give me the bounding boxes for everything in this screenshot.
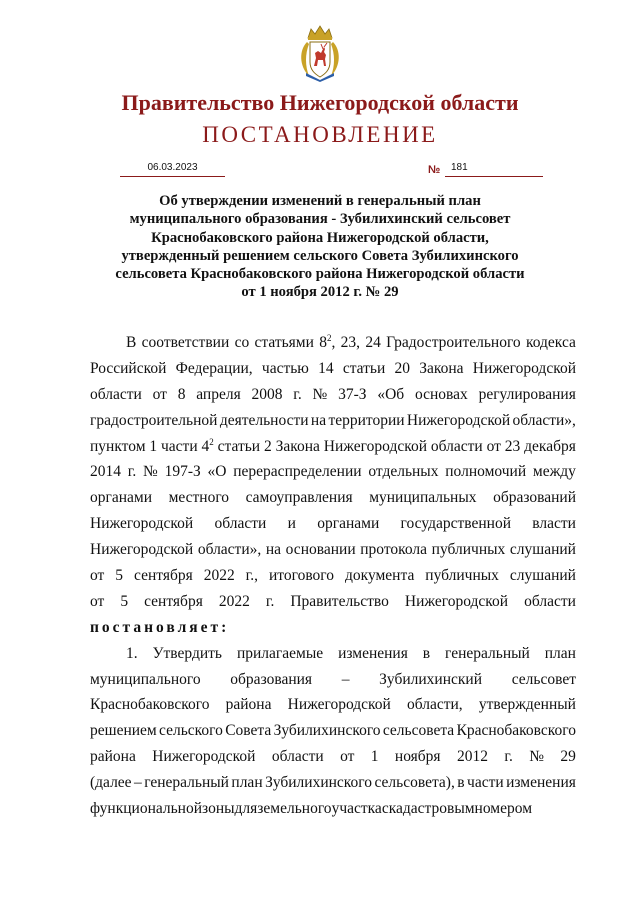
body-word: Нижегородской bbox=[287, 696, 391, 714]
title-line: сельсовета Краснобаковского района Нижегородской области bbox=[115, 266, 525, 283]
body-line bbox=[90, 563, 576, 589]
title-line: Об утверждении изменений в генеральный план bbox=[159, 193, 481, 209]
body-word: между bbox=[532, 463, 576, 481]
body-word: пунктом bbox=[90, 437, 146, 455]
body-word: сельского bbox=[159, 722, 223, 740]
body-word: для bbox=[234, 800, 258, 818]
body-word: г., bbox=[245, 567, 259, 585]
body-line bbox=[90, 434, 576, 460]
body-word: области», bbox=[512, 411, 576, 429]
body-word: 5 bbox=[120, 592, 129, 610]
body-word: муниципальных bbox=[369, 489, 477, 507]
body-word: полномочий bbox=[445, 463, 527, 481]
body-word: 1 bbox=[149, 437, 158, 455]
body-word: прилагаемые bbox=[236, 644, 324, 662]
body-word: в bbox=[422, 644, 431, 662]
body-word: перераспределении bbox=[233, 463, 362, 481]
body-word: в bbox=[457, 774, 465, 792]
body-word: деятельности bbox=[219, 411, 309, 429]
body-word: решением bbox=[90, 722, 157, 740]
body-word: 1. bbox=[126, 644, 138, 662]
body-word: Нижегородской bbox=[404, 592, 509, 610]
body-word: 5 bbox=[115, 567, 124, 585]
body-word: образований bbox=[493, 489, 576, 507]
body-word: 2012 bbox=[456, 748, 488, 766]
body-word: от bbox=[90, 592, 105, 610]
body-word: Краснобаковского bbox=[90, 696, 210, 714]
body-word: 14 bbox=[318, 359, 334, 377]
body-line bbox=[90, 459, 576, 485]
body-line bbox=[90, 744, 576, 770]
body-word: публичных bbox=[431, 541, 506, 559]
body-word: № bbox=[143, 463, 158, 481]
body-word: Зубилихинского bbox=[265, 774, 373, 792]
body-word: Нижегородской bbox=[90, 515, 194, 533]
body-word: муниципального bbox=[90, 670, 201, 688]
body-word: В bbox=[126, 334, 137, 351]
body-word: Нижегородской bbox=[406, 411, 511, 429]
body-word: документа bbox=[345, 567, 415, 585]
body-word: Нижегородской bbox=[152, 748, 256, 766]
body-word: слушаний bbox=[509, 541, 576, 559]
body-word: Нижегородской bbox=[323, 437, 427, 455]
number-underline bbox=[445, 176, 543, 177]
body-word: номером bbox=[474, 800, 532, 818]
coat-of-arms-icon bbox=[297, 24, 343, 82]
body-word: соответствии bbox=[141, 334, 230, 351]
body-word: Совета bbox=[225, 722, 272, 740]
body-word: генеральный bbox=[445, 644, 530, 662]
body-word: 1 bbox=[370, 748, 379, 766]
title-line: утвержденный решением сельского Совета Зубилихинского bbox=[121, 247, 519, 264]
body-word: итогового bbox=[269, 567, 335, 585]
body-word: самоуправления bbox=[245, 489, 353, 507]
document-date: 06.03.2023 bbox=[147, 162, 198, 173]
body-word: участка bbox=[331, 800, 382, 818]
body-word: от bbox=[340, 748, 355, 766]
document-number: 181 bbox=[451, 162, 468, 173]
body-word: основах bbox=[414, 385, 468, 403]
body-word: от bbox=[486, 437, 501, 455]
body-word: 23, bbox=[340, 334, 361, 351]
body-line bbox=[90, 667, 576, 693]
body-word: Зубилихинского bbox=[273, 722, 381, 740]
body-word: зоны bbox=[202, 800, 235, 818]
body-word: утвержденный bbox=[478, 696, 576, 714]
organization-name: Правительство Нижегородской области bbox=[121, 90, 519, 115]
body-word: сентября bbox=[144, 592, 203, 610]
body-word: со bbox=[234, 334, 250, 351]
body-word: 2022 bbox=[203, 567, 235, 585]
body-word: сентября bbox=[134, 567, 193, 585]
body-word: (далее bbox=[90, 774, 132, 792]
body-word: Зубилихинский bbox=[379, 670, 483, 688]
body-word: «Об bbox=[377, 385, 405, 403]
body-word: генеральный bbox=[144, 774, 229, 792]
body-word: функциональной bbox=[90, 800, 203, 818]
body-word: 2022 bbox=[218, 592, 250, 610]
body-word: с bbox=[381, 800, 389, 818]
body-word: части bbox=[161, 437, 198, 455]
body-word: № bbox=[529, 748, 545, 766]
body-word: местного bbox=[168, 489, 230, 507]
body-word: слушаний bbox=[509, 567, 576, 585]
body-word: Утвердить bbox=[152, 644, 222, 662]
body-word: кодекса bbox=[525, 334, 576, 351]
body-word: области bbox=[271, 748, 324, 766]
body-word: власти bbox=[532, 515, 576, 533]
body-line bbox=[90, 770, 576, 796]
body-word: г. bbox=[293, 385, 302, 403]
date-underline bbox=[120, 176, 225, 177]
body-word: Федерации, bbox=[175, 359, 253, 377]
body-word: 37-З bbox=[338, 385, 367, 403]
body-word: Краснобаковского bbox=[456, 722, 576, 740]
body-word: декабря bbox=[524, 437, 576, 455]
body-word: 20 bbox=[394, 359, 411, 377]
body-word: «О bbox=[207, 463, 227, 481]
body-word: 23 bbox=[504, 437, 521, 455]
body-word: градостроительной bbox=[90, 411, 218, 429]
body-line bbox=[90, 382, 576, 408]
body-word: основании bbox=[285, 541, 356, 559]
body-word: 197-З bbox=[164, 463, 201, 481]
body-word: $4^2$ bbox=[201, 436, 214, 455]
body-word: и bbox=[287, 515, 296, 533]
body-word: регулирования bbox=[478, 385, 576, 403]
body-word: Нижегородской bbox=[90, 541, 194, 559]
body-word: статьями bbox=[254, 334, 314, 351]
body-word: Градостроительного bbox=[386, 334, 521, 351]
body-word: Закона bbox=[275, 437, 320, 455]
body-word: изменения bbox=[506, 774, 576, 792]
body-word: сельсовет bbox=[511, 670, 576, 688]
body-word: земельного bbox=[257, 800, 332, 818]
body-word: г. bbox=[127, 463, 137, 481]
body-word: сельсовета), bbox=[374, 774, 455, 792]
body-word: на bbox=[265, 541, 282, 559]
body-word: 2008 bbox=[251, 385, 283, 403]
body-word: образования bbox=[230, 670, 313, 688]
body-word: 8 bbox=[177, 385, 186, 403]
number-label: № bbox=[428, 164, 441, 176]
body-word: изменения bbox=[338, 644, 408, 662]
body-word: части bbox=[467, 774, 504, 792]
body-word: Нижегородской bbox=[472, 359, 576, 377]
body-word: 24 bbox=[365, 334, 381, 351]
body-word: – bbox=[341, 670, 350, 688]
body-word: 2 bbox=[263, 437, 272, 455]
body-word: органами bbox=[90, 489, 153, 507]
body-word: 2014 bbox=[90, 463, 121, 481]
body-line bbox=[90, 408, 576, 434]
body-line bbox=[90, 511, 576, 537]
title-line: от 1 ноября 2012 г. № 29 bbox=[241, 284, 399, 301]
body-word: г. bbox=[265, 592, 275, 610]
body-word: территории bbox=[328, 411, 405, 429]
body-word: постановляет: bbox=[90, 618, 230, 636]
body-word: частью bbox=[261, 359, 309, 377]
body-word: статьи bbox=[217, 437, 261, 455]
body-word: ноября bbox=[394, 748, 441, 766]
body-word: области bbox=[524, 592, 576, 610]
body-word: области bbox=[90, 385, 142, 403]
body-word: статьи bbox=[342, 359, 386, 377]
body-word: 29 bbox=[560, 748, 576, 766]
body-line bbox=[90, 796, 576, 822]
body-word: района bbox=[90, 748, 136, 766]
body-word: $8^2$, bbox=[319, 333, 336, 351]
body-word: Российской bbox=[90, 359, 167, 377]
body-line bbox=[90, 692, 576, 718]
body-word: области bbox=[214, 515, 267, 533]
body-line bbox=[90, 589, 576, 615]
body-word: г. bbox=[504, 748, 513, 766]
body-word: Закона bbox=[419, 359, 464, 377]
body-word: план bbox=[544, 644, 576, 662]
body-word: органами bbox=[317, 515, 380, 533]
body-word: от bbox=[152, 385, 167, 403]
title-line: муниципального образования - Зубилихинский сельсовет bbox=[129, 211, 511, 228]
body-word: сельсовета bbox=[382, 722, 455, 740]
body-word: публичных bbox=[425, 567, 499, 585]
body-word: на bbox=[310, 411, 327, 429]
body-word: области bbox=[430, 437, 483, 455]
body-line bbox=[90, 537, 576, 563]
body-word: отдельных bbox=[368, 463, 439, 481]
body-line bbox=[90, 615, 576, 641]
body-line bbox=[90, 718, 576, 744]
document-type: ПОСТАНОВЛЕНИЕ bbox=[202, 122, 438, 147]
body-line bbox=[90, 485, 576, 511]
body-word: план bbox=[231, 774, 263, 792]
body-word: области», bbox=[197, 541, 262, 559]
body-word: № bbox=[312, 385, 328, 403]
body-word: апреля bbox=[196, 385, 241, 403]
body-word: области, bbox=[406, 696, 463, 714]
title-line: Краснобаковского района Нижегородской области, bbox=[151, 229, 489, 246]
body-word: протокола bbox=[360, 541, 428, 559]
document-title bbox=[90, 192, 550, 302]
body-word: кадастровым bbox=[388, 800, 475, 818]
body-word: района bbox=[225, 696, 272, 714]
body-line bbox=[90, 330, 576, 356]
body-word: Правительство bbox=[290, 592, 389, 610]
body-line bbox=[90, 356, 576, 382]
body-word: государственной bbox=[400, 515, 511, 533]
body-line bbox=[90, 641, 576, 667]
body-word: от bbox=[90, 567, 105, 585]
body-word: – bbox=[134, 774, 142, 792]
document-body bbox=[90, 330, 576, 822]
